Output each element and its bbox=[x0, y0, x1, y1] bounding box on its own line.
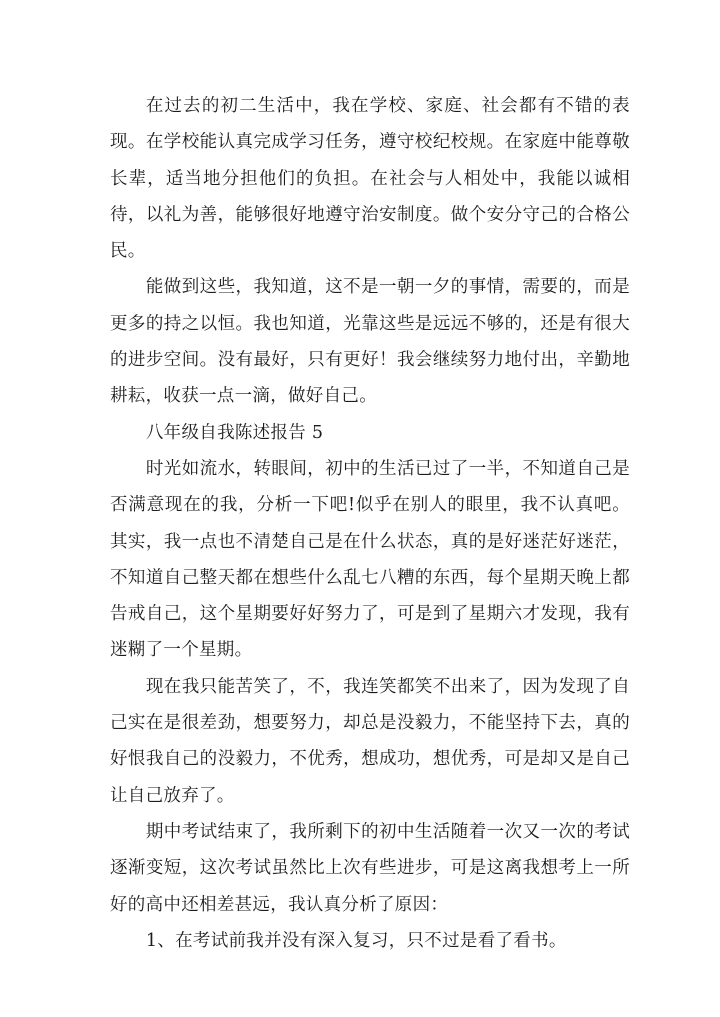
paragraph: 现在我只能苦笑了，不，我连笑都笑不出来了，因为发现了自己实在是很差劲，想要努力，却总是没毅力，不能坚持下去，真的好恨我自己的没毅力，不优秀，想成功，想优秀，可是却又是自己让自己放弃了。 bbox=[110, 676, 630, 806]
document-body bbox=[110, 88, 630, 959]
paragraph: 在过去的初二生活中，我在学校、家庭、社会都有不错的表现。在学校能认真完成学习任务，遵守校纪校规。在家庭中能尊敬长辈，适当地分担他们的负担。在社会与人相处中，我能以诚相待，以礼为善，能够很好地遵守治安制度。做个安分守己的合格公民。 bbox=[110, 96, 630, 262]
paragraph: 时光如流水，转眼间，初中的生活已过了一半，不知道自己是否满意现在的我，分析一下吧!似乎在别人的眼里，我不认真吧。其实，我一点也不清楚自己是在什么状态，真的是好迷茫好迷茫，不知道自己整天都在想些什么乱七八糟的东西，每个星期天晚上都告戒自己，这个星期要好好努力了，可是到了星期六才发现，我有迷糊了一个星期。 bbox=[110, 458, 630, 661]
paragraph: 期中考试结束了，我所剩下的初中生活随着一次又一次的考试逐渐变短，这次考试虽然比上次有些进步，可是这离我想考上一所好的高中还相差甚远，我认真分析了原因： bbox=[110, 821, 630, 915]
paragraph: 能做到这些，我知道，这不是一朝一夕的事情，需要的，而是更多的持之以恒。我也知道，光靠这些是远远不够的，还是有很大的进步空间。没有最好，只有更好！我会继续努力地付出，辛勤地耕耘，收获一点一滴，做好自己。 bbox=[110, 277, 630, 407]
paragraph: 1、在考试前我并没有深入复习，只不过是看了看书。 bbox=[145, 930, 567, 951]
section-title: 八年级自我陈述报告 5 bbox=[145, 422, 324, 443]
